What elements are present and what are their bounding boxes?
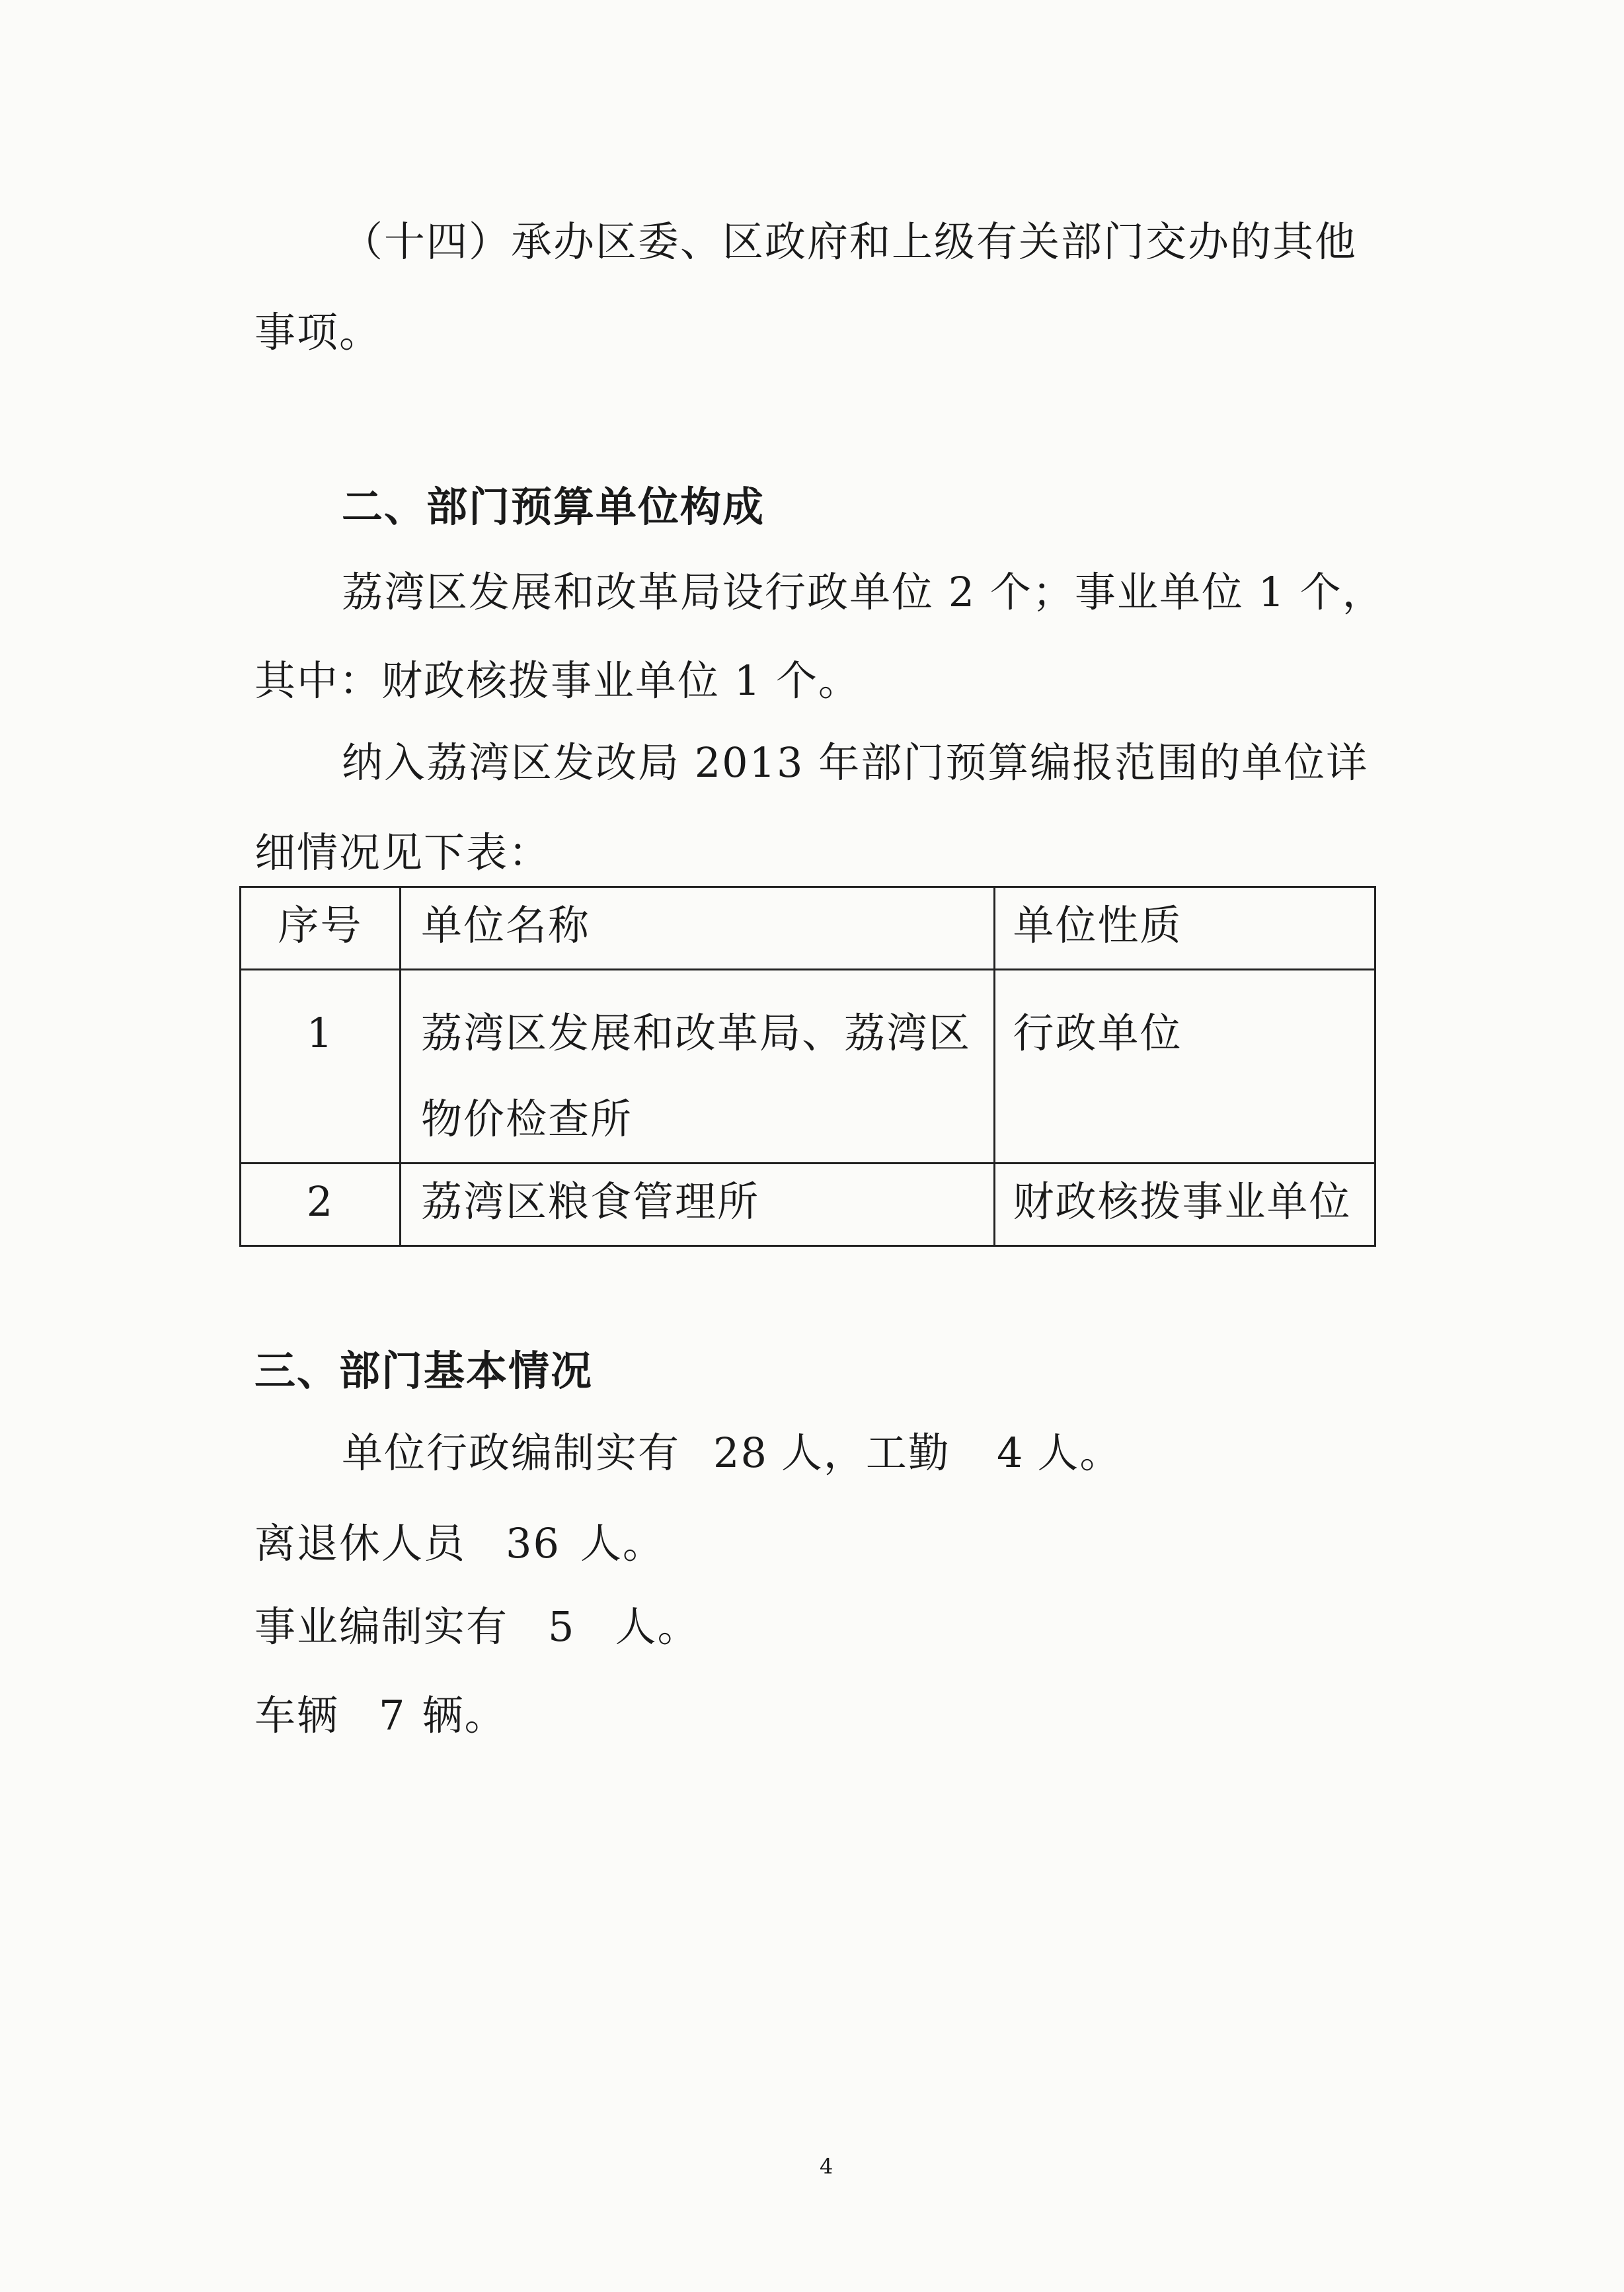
paragraph-14-line-2: 事项。 [254,308,382,356]
retired-line [254,1517,665,1570]
row-unit-type: 行政单位 [995,970,1375,1164]
row-unit-name: 荔湾区粮食管理所 [401,1164,995,1246]
row-unit-type: 财政核拨事业单位 [995,1164,1375,1246]
paragraph-14-line-1: （十四）承办区委、区政府和上级有关部门交办的其他 [342,217,1358,266]
section-3-heading: 三、部门基本情况 [254,1347,594,1395]
unit-table [239,886,1376,1247]
career-unit: 人。 [615,1602,700,1651]
staff-unit: 人，工勤 [781,1429,950,1477]
section-2-paragraph-1-line-2: 其中：财政核拨事业单位 1 个。 [254,656,861,705]
header-unit-name: 单位名称 [401,887,995,970]
career-count: 5 [548,1602,576,1651]
table-row [241,970,1375,1164]
staff-count: 28 [713,1429,768,1477]
vehicle-count: 7 [379,1691,406,1739]
retired-count: 36 [506,1519,561,1567]
section-2-paragraph-1-line-1: 荔湾区发展和改革局设行政单位 2 个；事业单位 1 个， [342,568,1385,616]
table-row [241,1164,1375,1246]
row-unit-name [401,970,995,1164]
worker-unit: 人。 [1037,1429,1122,1477]
retired-label: 离退休人员 [254,1519,467,1567]
worker-count: 4 [996,1429,1025,1477]
row-unit-name-line-1: 荔湾区发展和改革局、荔湾区 [421,1009,972,1057]
row-index: 2 [241,1164,401,1246]
career-line [254,1600,699,1653]
retired-unit: 人。 [580,1519,665,1567]
staff-line [342,1427,1122,1480]
table-header-row [241,887,1375,970]
vehicle-line [254,1689,506,1742]
section-2-heading: 二、部门预算单位构成 [342,483,765,531]
row-index: 1 [241,970,401,1164]
section-2-paragraph-2-line-2: 细情况见下表： [254,828,551,877]
header-index: 序号 [241,887,401,970]
header-unit-type: 单位性质 [995,887,1375,970]
vehicle-unit: 辆。 [422,1691,507,1739]
staff-label: 单位行政编制实有 [342,1429,681,1477]
page-number: 4 [820,2154,833,2179]
row-unit-name-line-2: 物价检查所 [421,1095,633,1143]
career-label: 事业编制实有 [254,1602,509,1651]
section-2-paragraph-2-line-1: 纳入荔湾区发改局 2013 年部门预算编报范围的单位详 [342,738,1369,787]
vehicle-label: 车辆 [254,1691,340,1739]
